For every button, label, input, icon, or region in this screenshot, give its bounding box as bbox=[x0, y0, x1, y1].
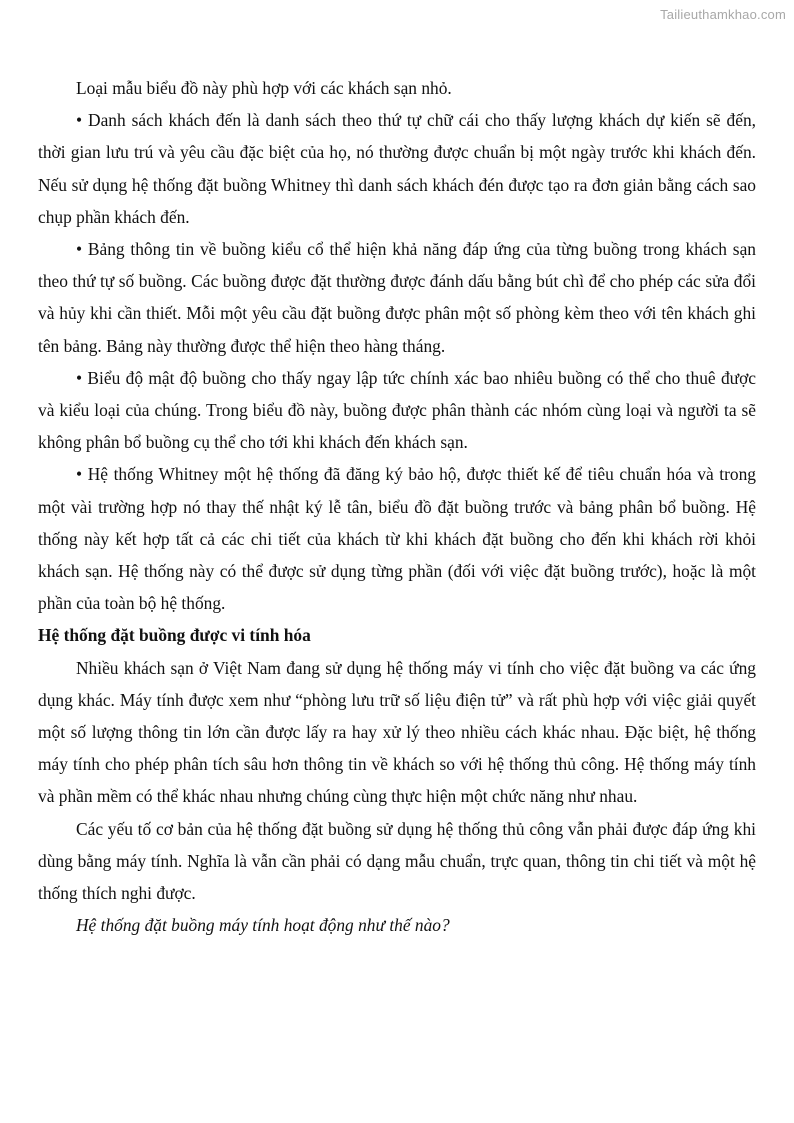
paragraph-computer-systems: Nhiều khách sạn ở Việt Nam đang sử dụng hệ thống máy vi tính cho việc đặt buồng va các ứng dụng khác. Máy tính được xem như “phòng lưu trữ số liệu điện tử” và rất phù hợp với việc giải quyết một số lượng thông tin lớn cần được lấy ra hay xử lý theo nhiều cách khác nhau. Đặc biệt, hệ thống máy tính cho phép phân tích sâu hơn thông tin về khách so với hệ thống thủ công. Hệ thống máy tính và phần mềm có thể khác nhau nhưng chúng cùng thực hiện một chức năng như nhau. bbox=[38, 657, 756, 807]
paragraph-intro: Loại mẫu biểu đồ này phù hợp với các khách sạn nhỏ. bbox=[76, 78, 452, 98]
italic-question: Hệ thống đặt buồng máy tính hoạt động như thế nào? bbox=[76, 915, 450, 936]
paragraph-density-chart: • Biểu độ mật độ buồng cho thấy ngay lập tức chính xác bao nhiêu buồng có thể cho thuê được và kiểu loại của chúng. Trong biểu đồ này, buồng được phân thành các nhóm cùng loại và người ta sẽ không phân bổ buồng cụ thể cho tới khi khách đến khách sạn. bbox=[38, 367, 756, 453]
document-body bbox=[38, 72, 756, 941]
paragraph-room-info-board: • Bảng thông tin về buồng kiểu cổ thể hiện khả năng đáp ứng của từng buồng trong khách sạn theo thứ tự số buồng. Các buồng được đặt thường được đánh dấu bằng bút chì để cho phép các sửa đổi và hủy khi cần thiết. Mỗi một yêu cầu đặt buồng được phân một số phòng kèm theo với tên khách ghi tên bảng. Bảng này thường được thể hiện theo hàng tháng. bbox=[38, 239, 756, 356]
section-heading: Hệ thống đặt buồng được vi tính hóa bbox=[38, 625, 311, 646]
paragraph-arrivals-list: • Danh sách khách đến là danh sách theo thứ tự chữ cái cho thấy lượng khách dự kiến sẽ đến, thời gian lưu trú và yêu cầu đặc biệt của họ, nó thường được chuẩn bị một ngày trước khi khách đến. Nếu sử dụng hệ thống đặt buồng Whitney thì danh sách khách đén được tạo ra đơn giản bằng cách sao chụp phần khách đến. bbox=[38, 110, 756, 227]
paragraph-basic-elements: Các yếu tố cơ bản của hệ thống đặt buồng sử dụng hệ thống thủ công vẫn phải được đáp ứng khi dùng bằng máy tính. Nghĩa là vẫn cần phải có dạng mẫu chuẩn, trực quan, thông tin chi tiết và một hệ thống thích nghi được. bbox=[38, 818, 756, 904]
paragraph-whitney-system: • Hệ thống Whitney một hệ thống đã đăng ký bảo hộ, được thiết kế để tiêu chuẩn hóa và trong một vài trường hợp nó thay thế nhật ký lễ tân, biểu đồ đặt buồng trước và bảng phân bổ buồng. Hệ thống này kết hợp tất cả các chi tiết của khách từ khi khách đặt buồng cho đến khi khách rời khỏi khách sạn. Hệ thống này có thể được sử dụng từng phần (đối với việc đặt buồng trước), hoặc là một phần của toàn bộ hệ thống. bbox=[38, 464, 756, 614]
watermark: Tailieuthamkhao.com bbox=[660, 7, 786, 22]
